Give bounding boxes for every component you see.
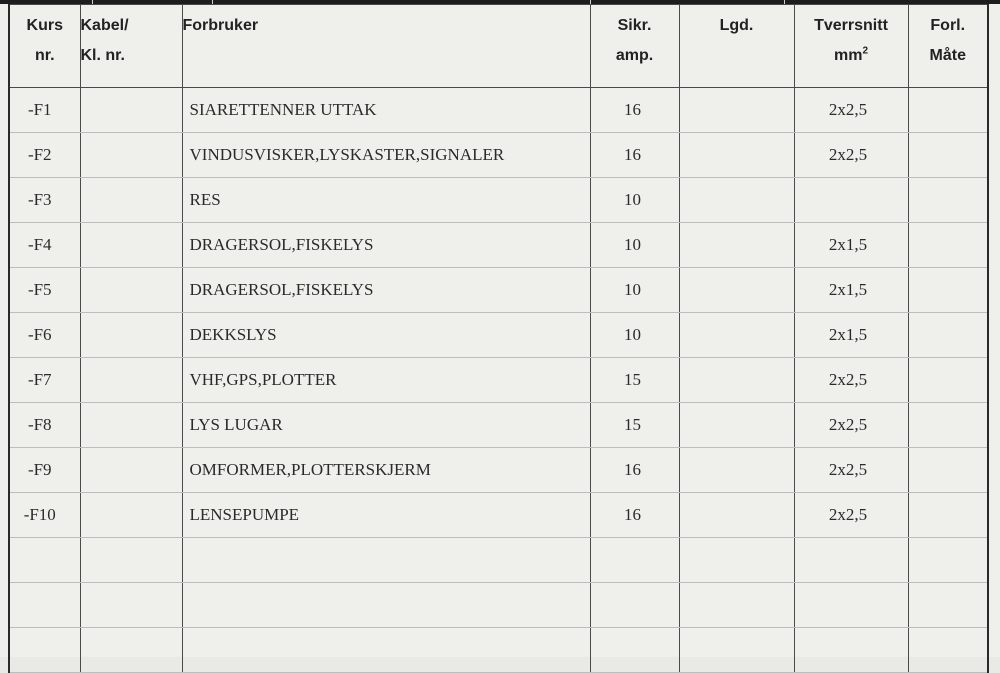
cell-sikr: 10	[590, 178, 679, 223]
cell-lgd	[679, 493, 794, 538]
cell-forbruker: DRAGERSOL,FISKELYS	[182, 223, 590, 268]
cell-forl	[908, 88, 988, 133]
cell-kabel	[80, 223, 182, 268]
header-forbruker	[182, 5, 590, 88]
blank-cell-forbruker	[182, 628, 590, 673]
cell-tverrsnitt: 2x2,5	[794, 88, 908, 133]
cell-kurs: -F2	[9, 133, 80, 178]
cell-kurs: -F7	[9, 358, 80, 403]
cell-kurs: -F1	[9, 88, 80, 133]
cell-forl	[908, 178, 988, 223]
blank-cell-tverrsnitt	[794, 538, 908, 583]
blank-cell-forl	[908, 583, 988, 628]
cell-kurs: -F8	[9, 403, 80, 448]
table-row	[9, 223, 988, 268]
blank-cell-sikr	[590, 628, 679, 673]
cell-tverrsnitt: 2x2,5	[794, 493, 908, 538]
table-row	[9, 448, 988, 493]
cell-lgd	[679, 448, 794, 493]
blank-cell-lgd	[679, 538, 794, 583]
cell-lgd	[679, 268, 794, 313]
table-row	[9, 88, 988, 133]
header-forl-line1: Forl.	[930, 17, 966, 34]
header-sikr-line1: Sikr.	[617, 17, 652, 34]
blank-row	[9, 538, 988, 583]
blank-cell-kurs	[9, 628, 80, 673]
cell-kabel	[80, 88, 182, 133]
cell-lgd	[679, 223, 794, 268]
blank-cell-lgd	[679, 583, 794, 628]
table-row	[9, 358, 988, 403]
header-kabel-line2: Kl. nr.	[80, 47, 125, 64]
cell-sikr: 16	[590, 133, 679, 178]
table-row	[9, 313, 988, 358]
cell-sikr: 10	[590, 268, 679, 313]
cell-forl	[908, 133, 988, 178]
cell-forbruker: LYS LUGAR	[182, 403, 590, 448]
cell-lgd	[679, 178, 794, 223]
header-kurs	[9, 5, 80, 88]
blank-cell-forl	[908, 538, 988, 583]
cell-kabel	[80, 268, 182, 313]
table-row	[9, 268, 988, 313]
header-lgd	[679, 5, 794, 88]
cell-lgd	[679, 403, 794, 448]
header-tverrsnitt-unit: mm	[833, 47, 863, 64]
header-forl-line2: Måte	[929, 47, 966, 64]
header-tverrsnitt	[794, 5, 908, 88]
blank-cell-tverrsnitt	[794, 583, 908, 628]
header-sikr-line2: amp.	[615, 47, 654, 64]
cell-forbruker: OMFORMER,PLOTTERSKJERM	[182, 448, 590, 493]
cell-kabel	[80, 313, 182, 358]
cell-kabel	[80, 493, 182, 538]
table-row	[9, 133, 988, 178]
cell-kabel	[80, 403, 182, 448]
cell-forbruker: VINDUSVISKER,LYSKASTER,SIGNALER	[182, 133, 590, 178]
circuit-table	[8, 4, 989, 673]
blank-cell-sikr	[590, 583, 679, 628]
blank-cell-lgd	[679, 628, 794, 673]
cell-kurs: -F10	[9, 493, 80, 538]
cell-sikr: 15	[590, 358, 679, 403]
blank-cell-kabel	[80, 628, 182, 673]
cell-kurs: -F9	[9, 448, 80, 493]
header-kabel-line1: Kabel/	[80, 17, 129, 34]
cell-sikr: 16	[590, 493, 679, 538]
header-tverrsnitt-line1: Tverrsnitt	[814, 17, 888, 34]
blank-row	[9, 628, 988, 673]
cell-forl	[908, 268, 988, 313]
cell-lgd	[679, 313, 794, 358]
header-tverrsnitt-sup: 2	[862, 45, 868, 57]
cell-tverrsnitt: 2x2,5	[794, 133, 908, 178]
cell-kabel	[80, 133, 182, 178]
cell-tverrsnitt: 2x2,5	[794, 448, 908, 493]
blank-cell-sikr	[590, 538, 679, 583]
cell-forl	[908, 358, 988, 403]
table-row	[9, 178, 988, 223]
cell-kurs: -F3	[9, 178, 80, 223]
blank-cell-forl	[908, 628, 988, 673]
cell-lgd	[679, 358, 794, 403]
cell-kurs: -F4	[9, 223, 80, 268]
cell-forl	[908, 223, 988, 268]
blank-cell-kabel	[80, 583, 182, 628]
cell-tverrsnitt: 2x1,5	[794, 313, 908, 358]
blank-cell-forbruker	[182, 583, 590, 628]
cell-tverrsnitt	[794, 178, 908, 223]
cell-kabel	[80, 178, 182, 223]
blank-row	[9, 583, 988, 628]
cell-forbruker: LENSEPUMPE	[182, 493, 590, 538]
cell-forbruker: RES	[182, 178, 590, 223]
header-lgd-line1: Lgd.	[719, 17, 754, 34]
cell-tverrsnitt: 2x2,5	[794, 358, 908, 403]
header-sikr	[590, 5, 679, 88]
cell-tverrsnitt: 2x2,5	[794, 403, 908, 448]
cell-kabel	[80, 358, 182, 403]
header-kabel	[80, 5, 182, 88]
cell-lgd	[679, 88, 794, 133]
header-kurs-line1: Kurs	[26, 17, 63, 34]
cell-forbruker: SIARETTENNER UTTAK	[182, 88, 590, 133]
blank-cell-kabel	[80, 538, 182, 583]
blank-cell-forbruker	[182, 538, 590, 583]
cell-tverrsnitt: 2x1,5	[794, 268, 908, 313]
blank-cell-kurs	[9, 538, 80, 583]
cell-sikr: 15	[590, 403, 679, 448]
cell-sikr: 10	[590, 223, 679, 268]
cell-lgd	[679, 133, 794, 178]
cell-sikr: 16	[590, 88, 679, 133]
cell-tverrsnitt: 2x1,5	[794, 223, 908, 268]
header-forbruker-line1: Forbruker	[182, 17, 259, 34]
table-row	[9, 403, 988, 448]
cell-forbruker: DRAGERSOL,FISKELYS	[182, 268, 590, 313]
blank-cell-tverrsnitt	[794, 628, 908, 673]
cell-forbruker: VHF,GPS,PLOTTER	[182, 358, 590, 403]
cell-sikr: 10	[590, 313, 679, 358]
header-row	[9, 5, 988, 88]
cell-kurs: -F5	[9, 268, 80, 313]
table-row	[9, 493, 988, 538]
cell-forl	[908, 403, 988, 448]
blank-cell-kurs	[9, 583, 80, 628]
cell-forl	[908, 493, 988, 538]
cell-kabel	[80, 448, 182, 493]
header-kurs-line2: nr.	[34, 47, 55, 64]
header-forl	[908, 5, 988, 88]
header-tverrsnitt-line2	[795, 41, 908, 71]
cell-forbruker: DEKKSLYS	[182, 313, 590, 358]
cell-forl	[908, 313, 988, 358]
cell-sikr: 16	[590, 448, 679, 493]
cell-kurs: -F6	[9, 313, 80, 358]
cell-forl	[908, 448, 988, 493]
